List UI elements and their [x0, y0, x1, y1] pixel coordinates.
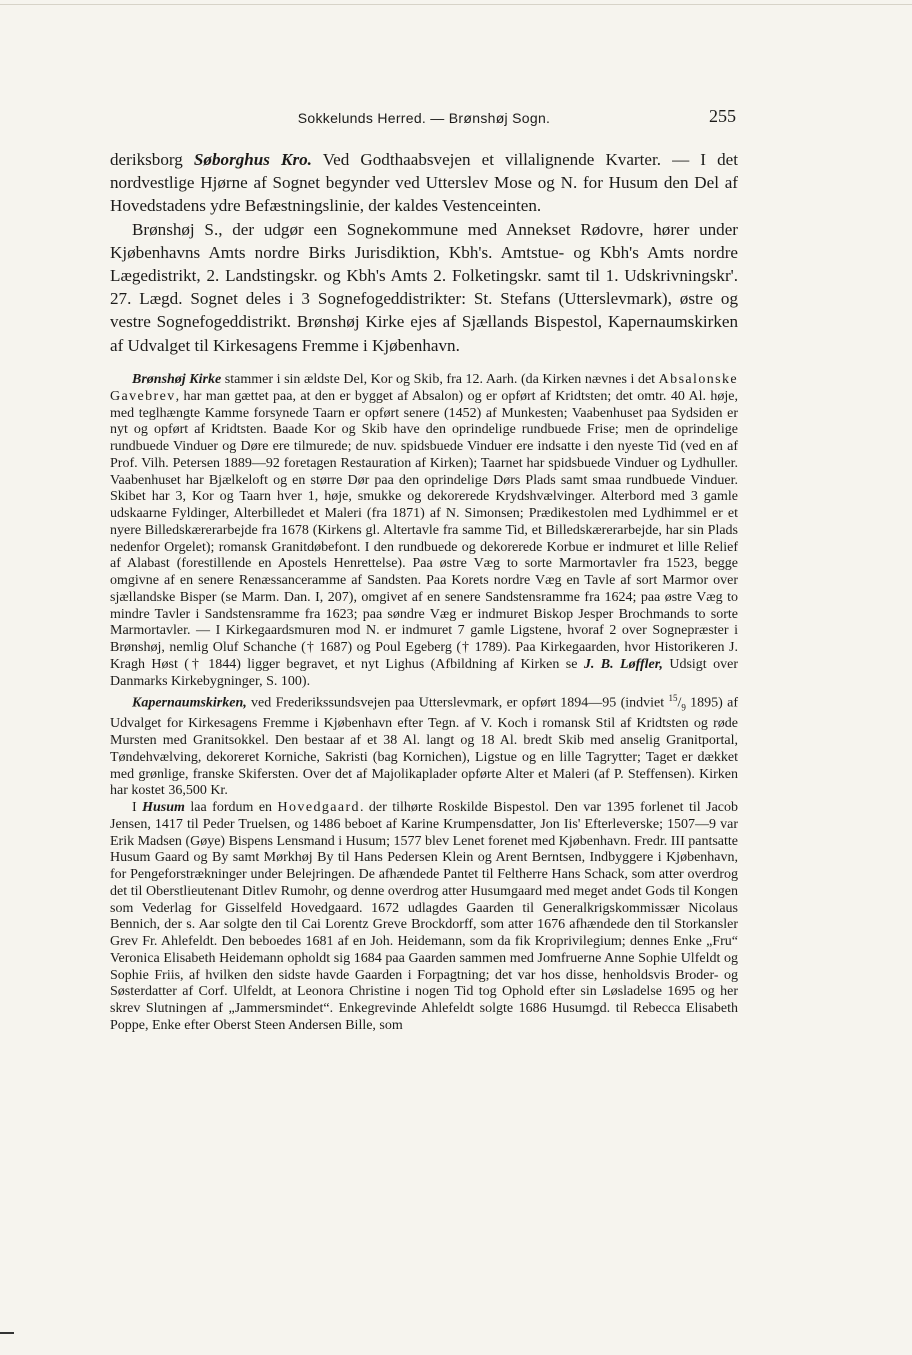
paragraph-broenshoej-kirke — [110, 372, 738, 690]
text-run: deriksborg — [110, 150, 194, 169]
text-run-spaced: Absalonske Gavebrev — [110, 372, 738, 404]
heading-broenshoej-kirke: Brønshøj Kirke — [132, 372, 222, 387]
paragraph-kapernaumskirken: Kapernaumskirken, ved Frederikssundsvejen paa Utterslevmark, er opført 1894—95 (indviet $^{15}/_9$ 1895) af Udvalget for Kirkesagens Fremme i Kjøbenhavn efter Tegn. af V. Koch i romansk Stil af Kridtsten og røde Mursten med Granitsokkel. Den bestaar af et 38 Al. langt og 18 Al. bredt Skib med anselig Granitportal, Tøndehvælving, dekoreret Korniche, Sakristi (bag Kornichen), Ligstue og en lille Tagrytter; Taget er dækket med grønlige, franske Skifersten. Over det af Majolikaplader opførte Alter et Maleri (af P. Steffensen). Kirken har kostet 36,500 Kr. — [110, 693, 738, 799]
text-run: I — [132, 800, 143, 816]
text-run: ved Frederikssundsvejen paa Utterslevmark, er opført 1894—95 (indviet — [246, 695, 669, 711]
place-name-soeborghus-kro: Søborghus Kro. — [193, 150, 312, 169]
heading-husum: Husum — [142, 800, 185, 816]
heading-kapernaumskirken: Kapernaumskirken, — [132, 695, 247, 711]
text-run: Udsigt over Danmarks Kirkebygninger, S. 100). — [110, 656, 738, 689]
running-head: Sokkelunds Herred. — Brønshøj Sogn. — [297, 110, 551, 126]
date-fraction-top: 15 — [668, 693, 678, 704]
author-reference: J. B. Løffler, — [583, 656, 663, 672]
text-run-spaced: Hovedgaard — [277, 800, 360, 816]
small-print-block — [110, 372, 738, 1035]
paragraph-soeborghus — [110, 148, 738, 218]
text-run: Ved Godthaabsvejen et villalignende Kvarter. — I det nordvestlige Hjørne af Sognet begynder ved Utterslev Mose og N. for Husum den Del af Hovedstadens ydre Befæstningslinie, der kaldes Vestenceinten. — [110, 150, 738, 216]
text-run: , har man gættet paa, at den er bygget af Absalon) og er opført af Kridtsten; det omtr. 40 Al. høje, med teglhængte Kamme forsynede Taarn er opført senere (1452) af Munkesten; Vaabenhuset paa Sydsiden er nyt og opført af Kridtsten. Baade Kor og Skib have den oprindelige rundbuede Frise; men de oprindelige rundbuede Vinduer og Døre ere tilmurede; de nuv. spidsbuede Vinduer ere indsatte i den nyeste Tid (ved en af Prof. Vilh. Petersen 1889—92 foretagen Restauration af Kirken); Taarnet har spidsbuede Vinduer og Lydhuller. Vaabenhuset har Bjælkeloft og en større Dør paa den oprindelige Dørs Plads samt smaa rundbuede Vinduer. Skibet har 3, Kor og Taarn hver 1, høje, smukke og dekorerede Krydshvælvinger. Alterbord med 3 gamle udskaarne Fyldinger, Alterbilledet et Maleri (fra 1871) af N. Simonsen; Prædikestolen med Lydhimmel er et nyere Billedskærerarbejde fra 1678 (Kirkens gl. Altertavle fra samme Tid, et Billedskærerarbejde, har sin Plads nedenfor Orgelet); romansk Granitdøbefont. I den rundbuede og dekorerede Korbue er indmuret et lille Relief af Alabast (forestillende en Apostels Henrettelse). Paa østre Væg to sorte Marmortavler fra 1523, begge omgivne af en senere Renæssanceramme af Sandsten. Paa Korets nordre Væg en Tavle af sort Marmor over sjællandske Bisper (se Marm. Dan. I, 207), omgivet af en senere Sandstensramme fra 1624; paa østre Væg to mindre Tavler i Sandstensramme fra 1623; paa søndre Væg er indmuret Biskop Jesper Brochmands to sorte Marmortavler. — I Kirkegaardsmuren mod N. er indmuret 7 gamle Ligstene, hvoraf 2 over Sognepræster i Brønshøj, nemlig Oluf Schanche († 1687) og Poul Egeberg († 1789). Paa Kirkegaarden, hvor Historikeren J. Kragh Høst († 1844) ligger begravet, et nyt Lighus (Afbildning af Kirken se — [110, 388, 738, 672]
page-number: 255 — [709, 106, 736, 126]
text-run: laa fordum en — [184, 800, 278, 816]
main-text-block — [110, 148, 738, 357]
paragraph-husum — [110, 800, 738, 1035]
text-run: stammer i sin ældste Del, Kor og Skib, fra 12. Aarh. (da Kirken nævnes i det — [221, 372, 659, 387]
scan-edge-line — [0, 4, 912, 5]
date-fraction-bottom: 9 — [681, 702, 686, 713]
scan-margin-mark — [0, 1332, 14, 1334]
paragraph-broenshoej-sogn: Brønshøj S., der udgør een Sognekommune med Annekset Rødovre, hører under Kjøbenhavns Amts nordre Birks Jurisdiktion, Kbh's. Amtstue- og Kbh's Amts nordre Lægedistrikt, 2. Landstingskr. og Kbh's Amts 2. Folketingskr. samt til 1. Udskrivningskr'. 27. Lægd. Sognet deles i 3 Sognefogeddistrikter: St. Stefans (Utterslevmark), østre og vestre Sognefogeddistrikt. Brønshøj Kirke ejes af Sjællands Bispestol, Kapernaumskirken af Udvalget til Kirkesagens Fremme i Kjøbenhavn. — [110, 219, 738, 355]
text-run: 1895) af Udvalget for Kirkesagens Fremme i Kjøbenhavn efter Tegn. af V. Koch i romansk Stil af Kridtsten og røde Mursten med Granitsokkel. Den bestaar af et 38 Al. langt og 18 Al. bredt Skib med anselig Granitportal, Tøndehvælving, dekoreret Korniche, Sakristi (bag Kornichen), Ligstue og en lille Tagrytter; Taget er dækket med grønlige, franske Skifersten. Over det af Majolikaplader opførte Alter et Maleri (af P. Steffensen). Kirken har kostet 36,500 Kr. — [110, 695, 738, 799]
page-header — [110, 106, 738, 132]
text-run: . der tilhørte Roskilde Bispestol. Den var 1395 forlenet til Jacob Jensen, 1417 til Peder Truelsen, og 1486 beboet af Karine Krumpensdatter, Jon Iis' Efterleverske; 1507—9 var Erik Madsen (Gøye) Bispens Lensmand i Husum; 1577 blev Lenet forenet med Kjøbenhavn. Fredr. III pantsatte Husum Gaard og By samt Mørkhøj By til Hans Pedersen Klein og Arent Berntsen, Indbyggere i Kjøbenhavn, for Pengeforstrækninger under Belejringen. De afhændede Pantet til Feltherre Hans Schack, som atter overdrog det til Oberstlieutenant Ditlev Rumohr, og denne overdrog atter Husumgaard med meget andet Gods til Kongen som Vederlag for Gisselfeld Hovedgaard. 1672 udlagdes Gaarden til Generalkrigskommissær Nicolaus Bennich, der s. Aar solgte den til Cai Lorentz Greve Brockdorff, som atter 1676 afhændede den til Storkansler Grev Fr. Ahlefeldt. Den beboedes 1681 af en Joh. Heidemann, som da fik Kroprivilegium; dennes Enke „Fru“ Veronica Elisabeth Heidemann opholdt sig 1684 paa Gaarden sammen med Jomfruerne Anne Sophie Ulfeldt og Sophie Friis, af hvilken den sidste havde Gaarden i Forpagtning; det var hos disse, henholdsvis Broder- og Søsterdatter af Corf. Ulfeldt, at Leonora Christine i nogen Tid tog Ophold efter sin Løsladelse 1695 og her skrev Slutningen af „Jammersmindet“. Enkegrevinde Ahlefeldt solgte 1686 Husumgd. til Rebecca Elisabeth Poppe, Enke efter Oberst Steen Andersen Bille, som — [110, 800, 738, 1033]
